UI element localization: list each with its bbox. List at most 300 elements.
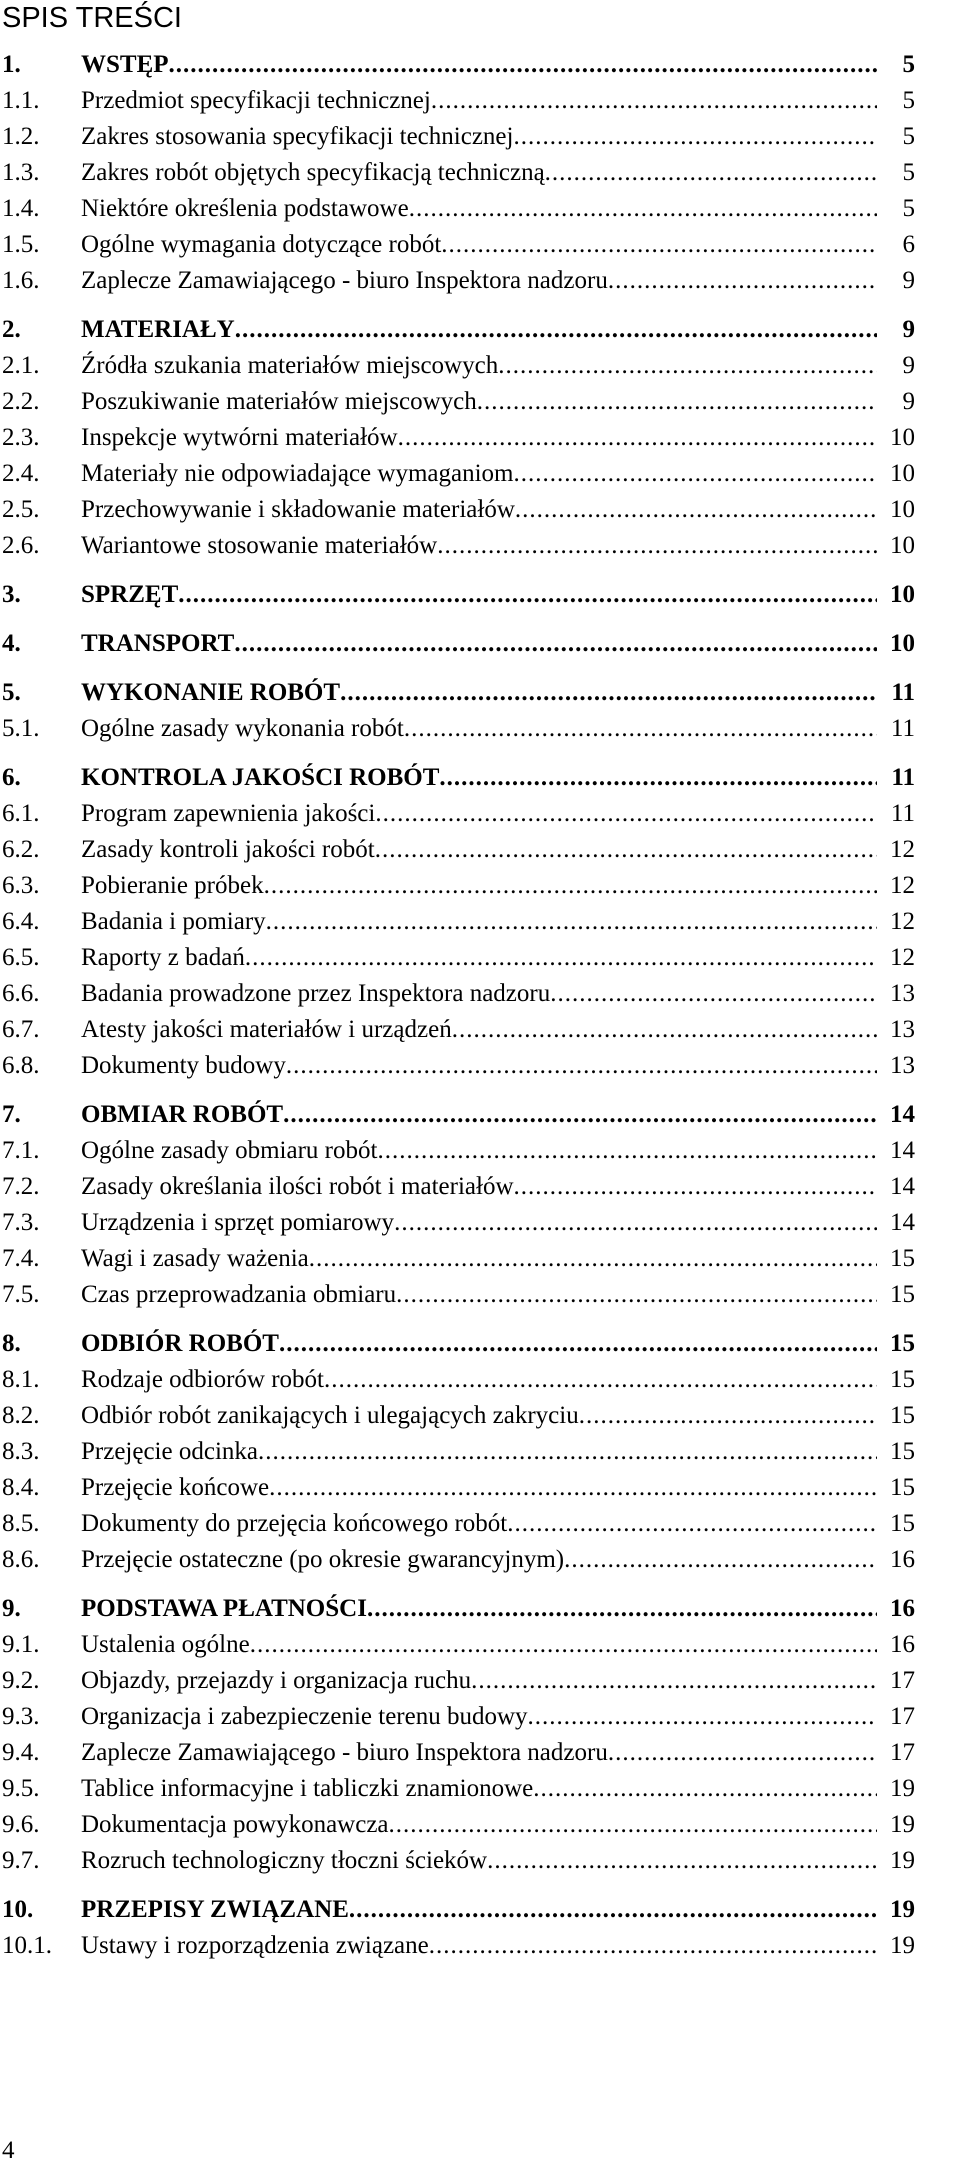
toc-entry-number: 2.1.: [2, 352, 40, 379]
toc-entry: [81, 1012, 915, 1048]
toc-entry-page: 15: [890, 1402, 915, 1429]
toc-entry-title: Ustawy i rozporządzenia związane: [81, 1932, 429, 1959]
toc-entry-page: 15: [890, 1281, 915, 1308]
toc-entry: [81, 420, 915, 456]
toc-entry-number: 5.: [2, 679, 21, 706]
toc-entry-page: 17: [890, 1667, 915, 1694]
toc-entry-page: 15: [890, 1438, 915, 1465]
toc-entry-title: Urządzenia i sprzęt pomiarowy: [81, 1209, 395, 1236]
toc-entry-number: 6.7.: [2, 1016, 40, 1043]
toc-entry-page: 10: [890, 424, 915, 451]
toc-entry-page: 13: [890, 1016, 915, 1043]
toc-entry: [81, 1277, 915, 1313]
toc-entry-number: 6.2.: [2, 836, 40, 863]
dot-leader: [394, 1205, 877, 1241]
toc-entry-page: 11: [891, 679, 915, 706]
toc-entry-number: 7.4.: [2, 1245, 40, 1272]
dot-leader: [309, 1241, 877, 1277]
toc-entry-title: Organizacja i zabezpieczenie terenu budowy: [81, 1703, 528, 1730]
toc-entry: [81, 1928, 915, 1964]
toc-entry: [81, 1699, 915, 1735]
toc-entry-page: 12: [890, 836, 915, 863]
toc-entry-number: 6.1.: [2, 800, 40, 827]
dot-leader: [389, 1807, 877, 1843]
toc-subsection-row: [0, 155, 915, 191]
toc-entry-title: Tablice informacyjne i tabliczki znamionowe: [81, 1775, 534, 1802]
dot-leader: [178, 577, 877, 613]
dot-leader: [375, 832, 877, 868]
toc-entry-number: 1.6.: [2, 267, 40, 294]
toc-subsection-row: [0, 940, 915, 976]
toc-entry: [81, 626, 915, 662]
toc-entry-title: Materiały nie odpowiadające wymaganiom: [81, 460, 514, 487]
toc-subsection-row: [0, 904, 915, 940]
toc-entry-title: Zasady określania ilości robót i materiałów: [81, 1173, 514, 1200]
toc-entry-title: PRZEPISY ZWIĄZANE: [81, 1896, 349, 1923]
toc-subsection-row: [0, 191, 915, 227]
toc-entry-title: Zaplecze Zamawiającego - biuro Inspektora nadzoru: [81, 1739, 608, 1766]
toc-entry-title: Rodzaje odbiorów robót: [81, 1366, 325, 1393]
toc-entry: [81, 227, 915, 263]
toc-subsection-row: [0, 1807, 915, 1843]
dot-leader: [437, 528, 877, 564]
toc-entry-title: Atesty jakości materiałów i urządzeń: [81, 1016, 452, 1043]
toc-entry-page: 5: [902, 51, 915, 78]
toc-entry-number: 4.: [2, 630, 21, 657]
dot-leader: [396, 1277, 877, 1313]
dot-leader: [545, 155, 877, 191]
toc-entry: [81, 675, 915, 711]
toc-entry-title: Rozruch technologiczny tłoczni ścieków: [81, 1847, 488, 1874]
toc-entry-page: 10: [890, 581, 915, 608]
toc-entry-title: Zakres robót objętych specyfikacją techniczną: [81, 159, 545, 186]
toc-entry-page: 5: [902, 87, 915, 114]
toc-entry-number: 6.8.: [2, 1052, 40, 1079]
toc-entry: [81, 1326, 915, 1362]
dot-leader: [266, 904, 877, 940]
toc-subsection-row: [0, 492, 915, 528]
toc-entry-page: 12: [890, 944, 915, 971]
toc-entry: [81, 940, 915, 976]
toc-subsection-row: [0, 976, 915, 1012]
dot-leader: [513, 119, 877, 155]
dot-leader: [431, 83, 877, 119]
toc-entry: [81, 1205, 915, 1241]
toc-section-row: [0, 626, 915, 662]
toc-entry-page: 16: [890, 1546, 915, 1573]
page-number: 4: [2, 2137, 15, 2164]
toc-entry-title: Czas przeprowadzania obmiaru: [81, 1281, 397, 1308]
toc-subsection-row: [0, 1663, 915, 1699]
toc-entry-page: 13: [890, 1052, 915, 1079]
toc-entry-page: 11: [890, 715, 915, 742]
toc-entry-title: Ogólne zasady obmiaru robót: [81, 1137, 378, 1164]
toc-subsection-row: [0, 1048, 915, 1084]
dot-leader: [279, 1326, 877, 1362]
dot-leader: [608, 1735, 877, 1771]
toc-entry-title: MATERIAŁY: [81, 316, 235, 343]
dot-leader: [564, 1542, 877, 1578]
dot-leader: [498, 348, 877, 384]
toc-entry-page: 17: [890, 1703, 915, 1730]
dot-leader: [528, 1699, 877, 1735]
toc-entry: [81, 1627, 915, 1663]
toc-entry-title: Badania i pomiary: [81, 908, 266, 935]
toc-entry-title: Objazdy, przejazdy i organizacja ruchu: [81, 1667, 472, 1694]
toc-entry-number: 7.3.: [2, 1209, 40, 1236]
toc-subsection-row: [0, 868, 915, 904]
toc-entry-title: Raporty z badań: [81, 944, 245, 971]
toc-subsection-row: [0, 1627, 915, 1663]
toc-entry-page: 10: [890, 496, 915, 523]
toc-subsection-row: [0, 1735, 915, 1771]
toc-entry-title: WYKONANIE ROBÓT: [81, 679, 341, 706]
dot-leader: [258, 1434, 877, 1470]
toc-section-row: [0, 1097, 915, 1133]
toc-entry-title: Badania prowadzone przez Inspektora nadzoru: [81, 980, 551, 1007]
toc-entry-title: Dokumentacja powykonawcza: [81, 1811, 389, 1838]
dot-leader: [429, 1928, 877, 1964]
toc-subsection-row: [0, 1928, 915, 1964]
toc-subsection-row: [0, 1362, 915, 1398]
dot-leader: [471, 1663, 877, 1699]
toc-entry-number: 9.3.: [2, 1703, 40, 1730]
dot-leader: [264, 868, 877, 904]
toc-entry: [81, 47, 915, 83]
toc-entry-page: 19: [890, 1811, 915, 1838]
toc-entry-number: 8.5.: [2, 1510, 40, 1537]
toc-subsection-row: [0, 227, 915, 263]
toc-entry-number: 6.6.: [2, 980, 40, 1007]
toc-subsection-row: [0, 263, 915, 299]
toc-entry-title: Zaplecze Zamawiającego - biuro Inspektora nadzoru: [81, 267, 608, 294]
toc-entry-page: 9: [902, 388, 915, 415]
toc-entry-page: 16: [890, 1631, 915, 1658]
toc-entry-number: 8.2.: [2, 1402, 40, 1429]
toc-entry-page: 10: [890, 630, 915, 657]
toc-entry-page: 10: [890, 460, 915, 487]
toc-entry-number: 6.: [2, 764, 21, 791]
toc-entry-title: Przejęcie odcinka: [81, 1438, 258, 1465]
toc-subsection-row: [0, 456, 915, 492]
dot-leader: [286, 1048, 877, 1084]
dot-leader: [235, 312, 877, 348]
toc-entry-page: 10: [890, 532, 915, 559]
toc-subsection-row: [0, 1133, 915, 1169]
toc-entry-page: 14: [890, 1209, 915, 1236]
dot-leader: [269, 1470, 877, 1506]
toc-entry-title: ODBIÓR ROBÓT: [81, 1330, 279, 1357]
toc-entry-page: 19: [890, 1847, 915, 1874]
toc-entry-page: 15: [890, 1330, 915, 1357]
toc-entry-title: KONTROLA JAKOŚCI ROBÓT: [81, 764, 440, 791]
toc-subsection-row: [0, 1205, 915, 1241]
toc-entry-number: 2.: [2, 316, 21, 343]
dot-leader: [579, 1398, 877, 1434]
toc-subsection-row: [0, 348, 915, 384]
toc-entry-number: 9.2.: [2, 1667, 40, 1694]
toc-entry-title: Program zapewnienia jakości: [81, 800, 376, 827]
toc-entry-number: 9.5.: [2, 1775, 40, 1802]
toc-entry-page: 11: [890, 800, 915, 827]
dot-leader: [533, 1771, 877, 1807]
toc-entry-title: Ogólne zasady wykonania robót: [81, 715, 404, 742]
toc-entry-page: 15: [890, 1366, 915, 1393]
dot-leader: [452, 1012, 877, 1048]
toc-entry-number: 9.6.: [2, 1811, 40, 1838]
toc-subsection-row: [0, 711, 915, 747]
dot-leader: [550, 976, 877, 1012]
toc-entry: [81, 976, 915, 1012]
toc-entry: [81, 1542, 915, 1578]
toc-entry-title: Dokumenty budowy: [81, 1052, 286, 1079]
toc-entry: [81, 348, 915, 384]
toc-entry: [81, 312, 915, 348]
toc-entry: [81, 577, 915, 613]
toc-entry-title: Odbiór robót zanikających i ulegających zakryciu: [81, 1402, 579, 1429]
toc-entry: [81, 456, 915, 492]
toc-entry-number: 8.6.: [2, 1546, 40, 1573]
toc-entry-title: Przedmiot specyfikacji technicznej: [81, 87, 431, 114]
toc-entry-page: 6: [902, 231, 915, 258]
toc-entry-number: 2.6.: [2, 532, 40, 559]
toc-entry-page: 19: [890, 1896, 915, 1923]
toc-subsection-row: [0, 1771, 915, 1807]
toc-entry-title: Przejęcie końcowe: [81, 1474, 270, 1501]
toc-entry-title: TRANSPORT: [81, 630, 235, 657]
toc-subsection-row: [0, 1506, 915, 1542]
toc-entry: [81, 1398, 915, 1434]
toc-entry-title: Wariantowe stosowanie materiałów: [81, 532, 438, 559]
toc-entry-number: 10.1.: [2, 1932, 52, 1959]
toc-entry: [81, 1663, 915, 1699]
toc-entry-title: Zasady kontroli jakości robót: [81, 836, 375, 863]
toc-entry-number: 2.2.: [2, 388, 40, 415]
toc-entry: [81, 832, 915, 868]
toc-section-row: [0, 577, 915, 613]
toc-entry: [81, 1506, 915, 1542]
dot-leader: [398, 420, 877, 456]
toc-section-row: [0, 760, 915, 796]
toc-heading: SPIS TREŚCI: [2, 2, 182, 34]
toc-subsection-row: [0, 83, 915, 119]
toc-entry-title: Dokumenty do przejęcia końcowego robót: [81, 1510, 508, 1537]
toc-entry-title: Niektóre określenia podstawowe: [81, 195, 409, 222]
toc-entry: [81, 1771, 915, 1807]
dot-leader: [487, 1843, 877, 1879]
toc-subsection-row: [0, 1542, 915, 1578]
toc-entry-number: 1.3.: [2, 159, 40, 186]
toc-subsection-row: [0, 832, 915, 868]
toc-entry-title: SPRZĘT: [81, 581, 179, 608]
dot-leader: [250, 1627, 877, 1663]
toc-entry-number: 5.1.: [2, 715, 40, 742]
toc-entry-title: Zakres stosowania specyfikacji technicznej: [81, 123, 514, 150]
toc-entry-title: Ustalenia ogólne: [81, 1631, 250, 1658]
toc-entry-number: 8.: [2, 1330, 21, 1357]
toc-entry-number: 1.: [2, 51, 21, 78]
toc-entry-number: 1.2.: [2, 123, 40, 150]
toc-entry-title: Przejęcie ostateczne (po okresie gwarancyjnym): [81, 1546, 565, 1573]
toc-entry-number: 2.5.: [2, 496, 40, 523]
toc-entry-page: 5: [902, 159, 915, 186]
toc-subsection-row: [0, 1241, 915, 1277]
dot-leader: [404, 711, 877, 747]
toc-entry: [81, 1434, 915, 1470]
toc-entry-number: 9.4.: [2, 1739, 40, 1766]
toc-entry-page: 16: [890, 1595, 915, 1622]
toc-entry-number: 8.3.: [2, 1438, 40, 1465]
toc-entry-page: 15: [890, 1510, 915, 1537]
toc-entry: [81, 868, 915, 904]
toc-entry: [81, 1048, 915, 1084]
toc-entry-page: 17: [890, 1739, 915, 1766]
toc-entry-number: 10.: [2, 1896, 34, 1923]
toc-entry-title: Poszukiwanie materiałów miejscowych: [81, 388, 477, 415]
toc-entry: [81, 492, 915, 528]
toc-entry: [81, 1892, 915, 1928]
toc-subsection-row: [0, 528, 915, 564]
dot-leader: [441, 227, 877, 263]
toc-entry-page: 19: [890, 1775, 915, 1802]
toc-subsection-row: [0, 1398, 915, 1434]
toc-entry-page: 9: [902, 352, 915, 379]
toc-entry-title: Wagi i zasady ważenia: [81, 1245, 309, 1272]
toc-entry-page: 15: [890, 1474, 915, 1501]
toc-entry: [81, 1470, 915, 1506]
toc-entry-page: 9: [902, 316, 915, 343]
toc-entry-title: Źródła szukania materiałów miejscowych: [81, 352, 499, 379]
toc-entry-page: 15: [890, 1245, 915, 1272]
toc-subsection-row: [0, 119, 915, 155]
toc-entry-page: 14: [890, 1101, 915, 1128]
toc-entry: [81, 796, 915, 832]
toc-entry-number: 7.5.: [2, 1281, 40, 1308]
toc-entry: [81, 155, 915, 191]
toc-entry: [81, 1591, 915, 1627]
dot-leader: [515, 492, 877, 528]
toc-entry-number: 8.4.: [2, 1474, 40, 1501]
dot-leader: [283, 1097, 877, 1133]
toc-entry-number: 6.5.: [2, 944, 40, 971]
toc-entry-number: 9.1.: [2, 1631, 40, 1658]
toc-entry: [81, 1169, 915, 1205]
toc-section-row: [0, 47, 915, 83]
toc-entry-number: 2.3.: [2, 424, 40, 451]
toc-entry-number: 6.4.: [2, 908, 40, 935]
toc-entry-title: WSTĘP: [81, 51, 169, 78]
toc-entry: [81, 83, 915, 119]
toc-entry: [81, 191, 915, 227]
dot-leader: [608, 263, 877, 299]
toc-entry-number: 8.1.: [2, 1366, 40, 1393]
toc-section-row: [0, 1591, 915, 1627]
dot-leader: [513, 456, 877, 492]
toc-section-row: [0, 312, 915, 348]
dot-leader: [169, 47, 877, 83]
toc-entry-title: Pobieranie próbek: [81, 872, 264, 899]
toc-entry-page: 12: [890, 908, 915, 935]
toc-entry-page: 14: [890, 1173, 915, 1200]
dot-leader: [477, 384, 877, 420]
toc-entry-title: Przechowywanie i składowanie materiałów: [81, 496, 515, 523]
toc-entry-number: 9.: [2, 1595, 21, 1622]
toc-entry-number: 6.3.: [2, 872, 40, 899]
dot-leader: [375, 796, 877, 832]
toc-entry-title: PODSTAWA PŁATNOŚCI: [81, 1595, 367, 1622]
toc-entry-title: OBMIAR ROBÓT: [81, 1101, 284, 1128]
toc-entry-number: 1.4.: [2, 195, 40, 222]
dot-leader: [340, 675, 877, 711]
toc-section-row: [0, 1892, 915, 1928]
toc-entry-title: Inspekcje wytwórni materiałów: [81, 424, 398, 451]
toc-entry-number: 2.4.: [2, 460, 40, 487]
toc-subsection-row: [0, 1843, 915, 1879]
toc-entry: [81, 1097, 915, 1133]
toc-entry: [81, 263, 915, 299]
toc-entry: [81, 1133, 915, 1169]
toc-subsection-row: [0, 796, 915, 832]
toc-subsection-row: [0, 1012, 915, 1048]
toc-entry-number: 1.1.: [2, 87, 40, 114]
dot-leader: [514, 1169, 877, 1205]
toc-entry-number: 7.1.: [2, 1137, 40, 1164]
toc-entry: [81, 119, 915, 155]
toc-entry-page: 14: [890, 1137, 915, 1164]
dot-leader: [245, 940, 877, 976]
toc-entry-page: 13: [890, 980, 915, 1007]
toc-entry-number: 7.: [2, 1101, 21, 1128]
toc-entry: [81, 1807, 915, 1843]
toc-entry-number: 9.7.: [2, 1847, 40, 1874]
dot-leader: [234, 626, 877, 662]
dot-leader: [377, 1133, 877, 1169]
toc-subsection-row: [0, 420, 915, 456]
dot-leader: [349, 1892, 877, 1928]
dot-leader: [439, 760, 877, 796]
dot-leader: [324, 1362, 877, 1398]
dot-leader: [367, 1591, 877, 1627]
toc-entry: [81, 384, 915, 420]
toc-subsection-row: [0, 1277, 915, 1313]
toc-entry: [81, 1843, 915, 1879]
toc-section-row: [0, 1326, 915, 1362]
toc-subsection-row: [0, 1699, 915, 1735]
toc-entry: [81, 528, 915, 564]
toc-entry-page: 12: [890, 872, 915, 899]
dot-leader: [409, 191, 877, 227]
toc-entry-page: 19: [890, 1932, 915, 1959]
toc-entry-page: 5: [902, 195, 915, 222]
toc-entry-number: 3.: [2, 581, 21, 608]
toc-entry-title: Ogólne wymagania dotyczące robót: [81, 231, 442, 258]
toc-subsection-row: [0, 1434, 915, 1470]
toc-entry-number: 1.5.: [2, 231, 40, 258]
toc-entry: [81, 1735, 915, 1771]
toc-subsection-row: [0, 384, 915, 420]
toc-entry: [81, 711, 915, 747]
toc-subsection-row: [0, 1169, 915, 1205]
toc-subsection-row: [0, 1470, 915, 1506]
toc-section-row: [0, 675, 915, 711]
toc-entry: [81, 1362, 915, 1398]
dot-leader: [507, 1506, 877, 1542]
toc-entry: [81, 1241, 915, 1277]
toc-entry-page: 5: [902, 123, 915, 150]
toc-entry-page: 9: [902, 267, 915, 294]
toc-entry-number: 7.2.: [2, 1173, 40, 1200]
toc-entry: [81, 904, 915, 940]
